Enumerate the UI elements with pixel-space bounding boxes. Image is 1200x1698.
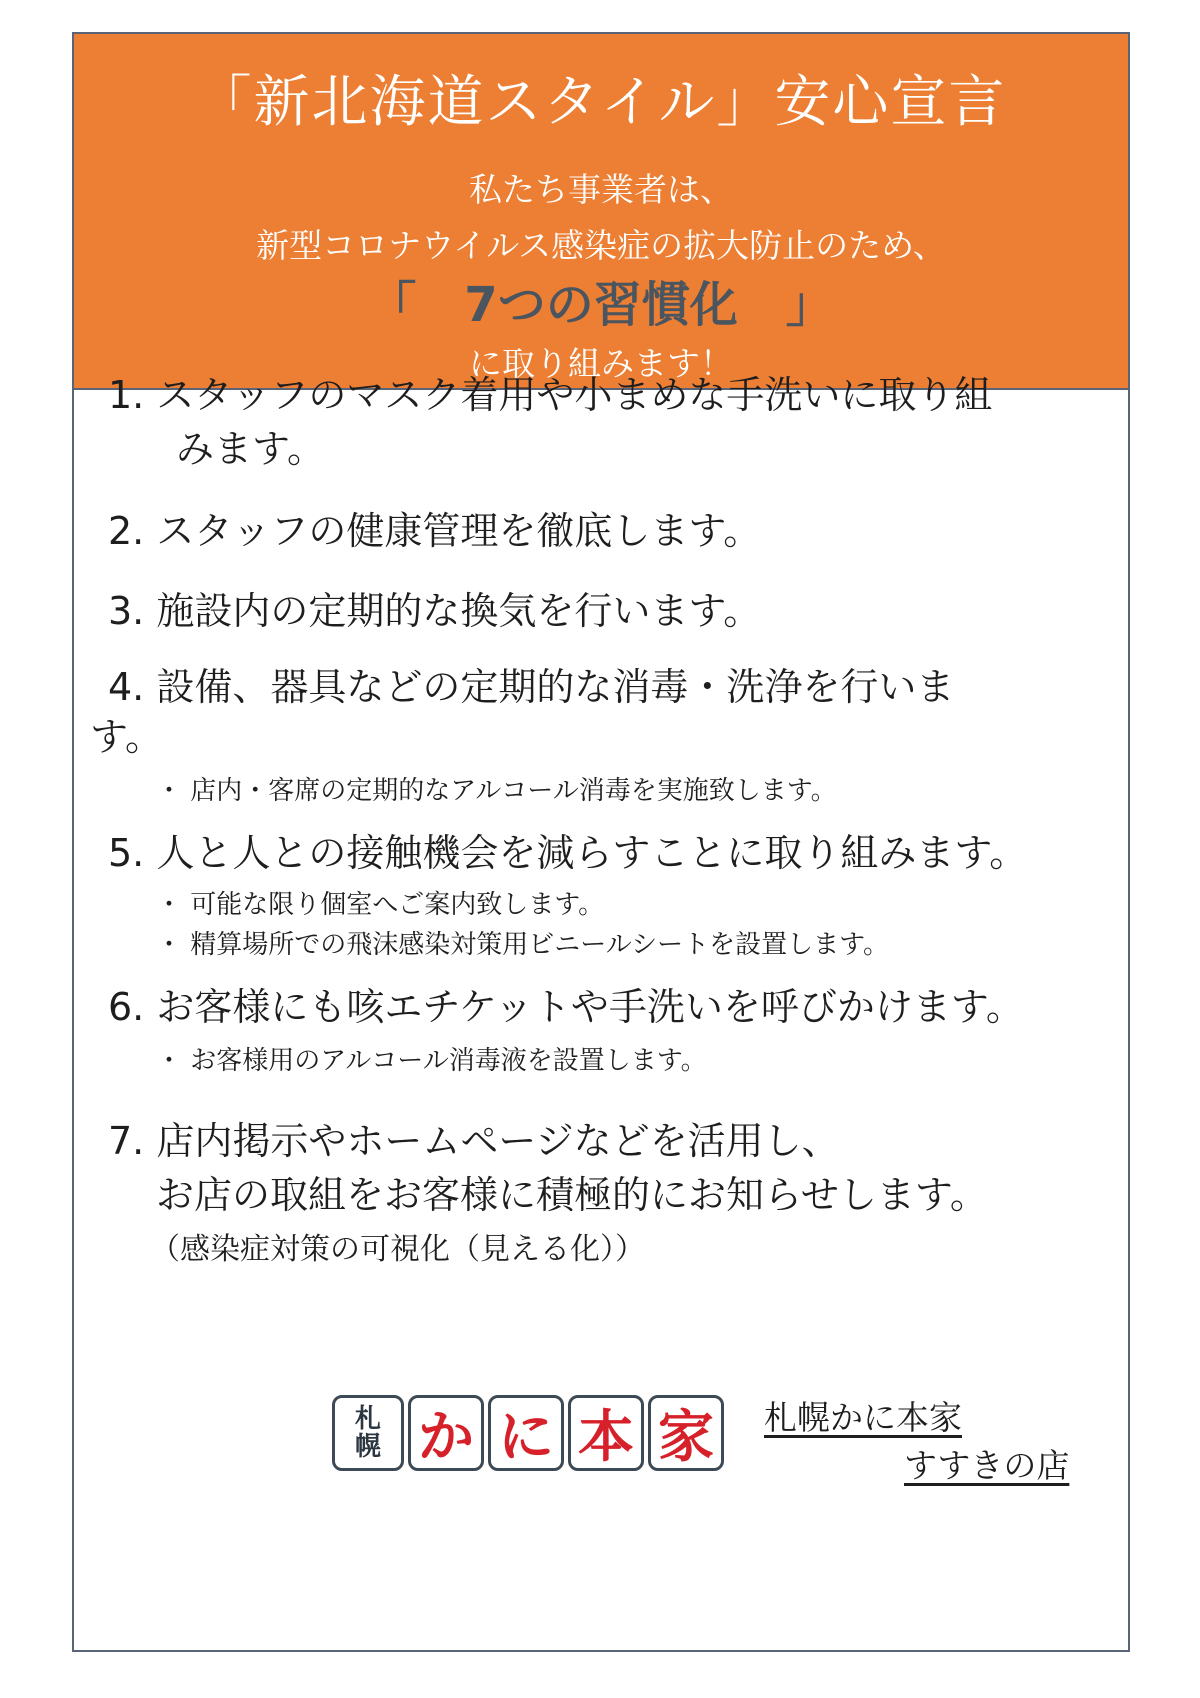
banner-line-1: 私たち事業者は、 (469, 170, 733, 209)
item-6-note-1: ・ お客様用のアルコール消毒液を設置します。 (156, 1046, 707, 1076)
item-1-line-2: みます。 (176, 427, 325, 471)
item-2-line-1: 2. スタッフの健康管理を徹底します。 (108, 509, 762, 553)
item-4-line-1: 4. 設備、器具などの定期的な消毒・洗浄を行いま (108, 665, 955, 709)
logo-tile-4: 家 (648, 1395, 724, 1471)
declaration-title: 「新北海道スタイル」安心宣言 (195, 70, 1007, 135)
logo-char-satsu: 札 (354, 1404, 381, 1434)
logo-tile-sapporo (332, 1395, 404, 1471)
store-name: 札幌かに本家 (764, 1398, 962, 1437)
item-5-note-2: ・ 精算場所での飛沫感染対策用ビニールシートを設置します。 (156, 930, 890, 960)
item-5-line-1: 5. 人と人との接触機会を減らすことに取り組みます。 (108, 831, 1028, 875)
item-3-line-1: 3. 施設内の定期的な換気を行います。 (108, 589, 762, 633)
banner-line-2: 新型コロナウイルス感染症の拡大防止のため、 (256, 226, 946, 265)
item-4-note-1: ・ 店内・客席の定期的なアルコール消毒を実施致します。 (156, 776, 837, 806)
item-7-line-2: お店の取組をお客様に積極的にお知らせします。 (156, 1173, 988, 1217)
item-6-line-1: 6. お客様にも咳エチケットや手洗いを呼びかけます。 (108, 985, 1024, 1029)
item-7-parenthetical: （感染症対策の可視化（見える化）） (150, 1232, 645, 1267)
logo-tile-3: 本 (568, 1395, 644, 1471)
item-4-line-2: す。 (90, 715, 163, 759)
item-7-line-1: 7. 店内掲示やホームページなどを活用し、 (108, 1119, 840, 1163)
seven-habits-heading: 「 7つの習慣化 」 (368, 277, 834, 333)
logo-char-horo: 幌 (354, 1432, 381, 1462)
header-banner (74, 34, 1128, 390)
logo-tile-2: に (488, 1395, 564, 1471)
item-5-note-1: ・ 可能な限り個室へご案内致します。 (156, 890, 605, 920)
kani-honke-logo (332, 1394, 724, 1472)
store-branch: すすきの店 (904, 1446, 1070, 1485)
banner-line-3: に取り組みます！ (469, 344, 733, 383)
logo-tile-1: か (408, 1395, 484, 1471)
item-1-line-1: 1. スタッフのマスク着用や小まめな手洗いに取り組 (108, 373, 993, 417)
